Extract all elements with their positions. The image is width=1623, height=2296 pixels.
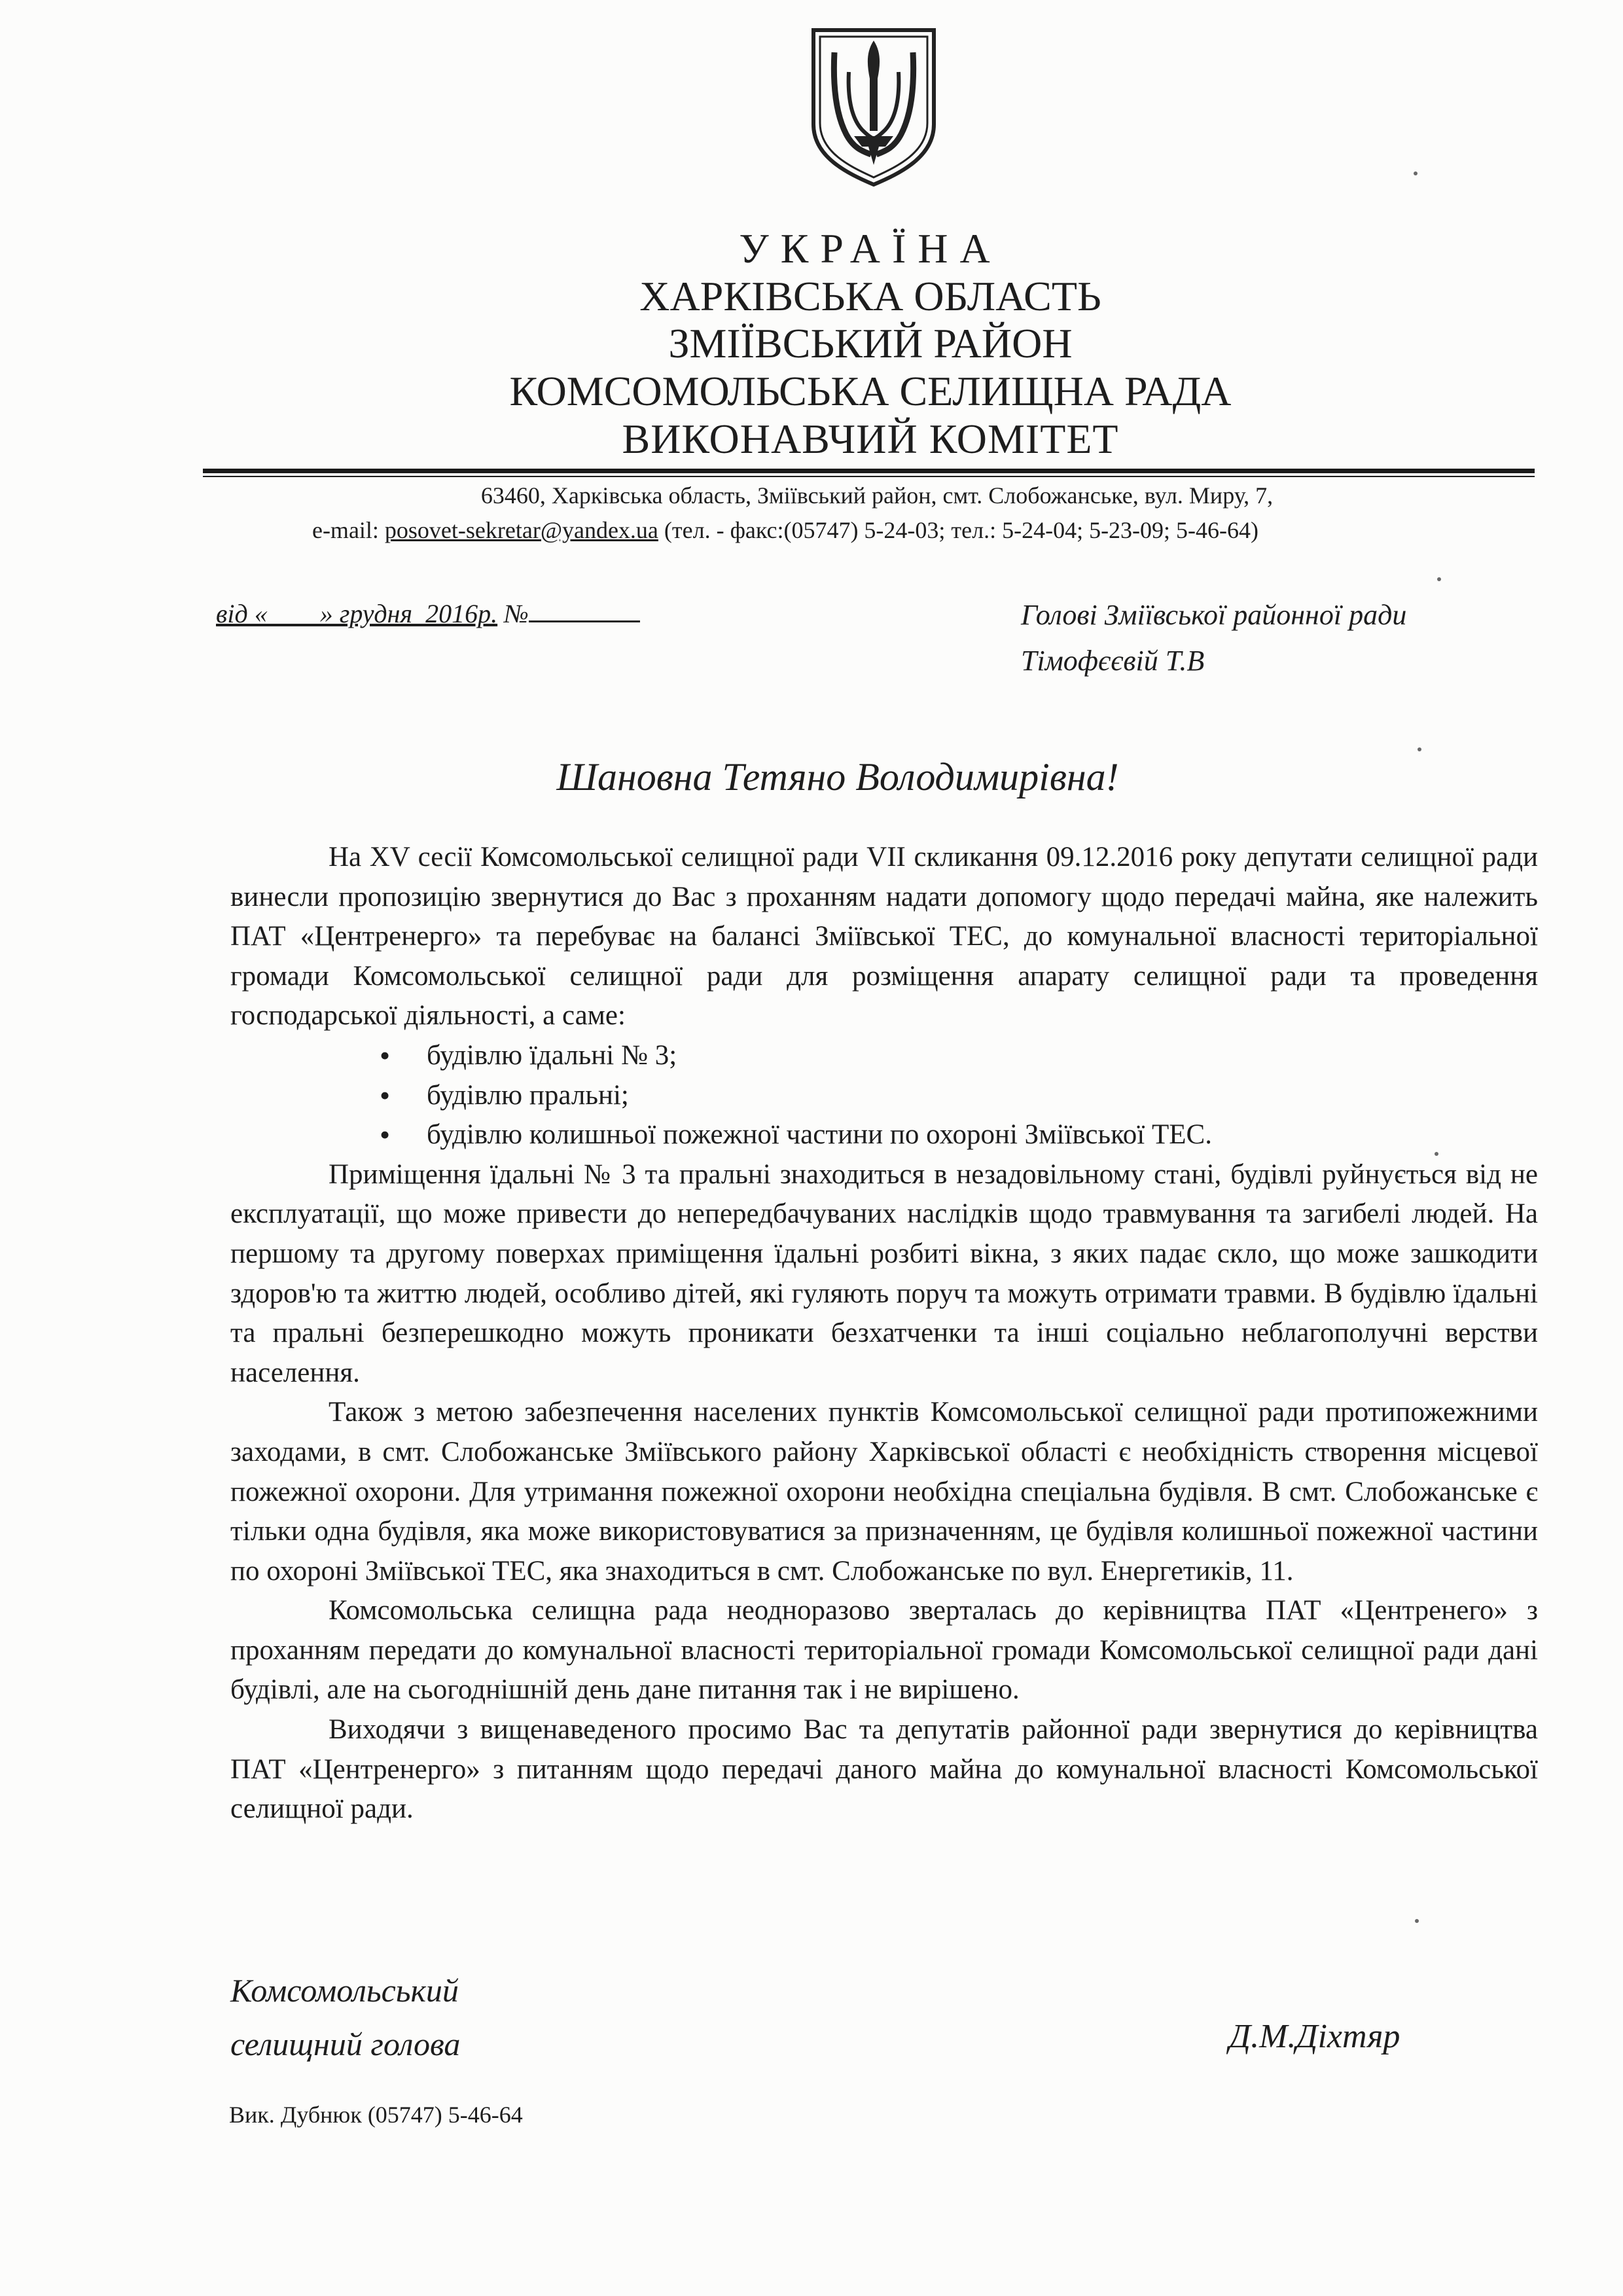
recipient-block — [1021, 592, 1406, 684]
paragraph-3: Також з метою забезпечення населених пунктів Комсомольської селищної ради протипожежними заходами, в смт. Слобожанське Зміївського району Харківської області є необхідність створення місцевої пожежної охорони. Для утримання пожежної охорони необхідна спеціальна будівля. В смт. Слобожанське є тільки одна будівля, яка може використовуватися за призначенням, це будівля колишньої пожежної частини по охороні Зміївської ТЕС, яка знаходиться в смт. Слобожанське по вул. Енергетиків, 11. — [230, 1397, 1538, 1587]
header-contacts — [111, 514, 1459, 546]
scan-speck — [1437, 577, 1441, 581]
header-council: КОМСОМОЛЬСЬКА СЕЛИЩНА РАДА — [509, 368, 1232, 414]
signatory-title-line-1: Комсомольський — [230, 1972, 459, 2009]
property-list — [230, 1036, 1538, 1155]
outgoing-date-line — [216, 596, 640, 629]
signatory-title-line-2: селищний голова — [230, 2026, 461, 2062]
email-label: e-mail: — [312, 517, 379, 543]
number-label: № — [504, 599, 529, 628]
executor-note: Вик. Дубнюк (05747) 5-46-64 — [229, 2102, 523, 2128]
salutation: Шановна Тетяно Володимирівна! — [556, 755, 1119, 798]
scan-speck — [1435, 1152, 1438, 1156]
letter-body — [230, 838, 1538, 1829]
recipient-position: Голові Зміївської районної ради — [1021, 599, 1407, 631]
number-blank — [529, 596, 640, 622]
signatory-title — [230, 1964, 460, 2071]
header-divider — [203, 469, 1535, 473]
paragraph-5: Виходячи з вищенаведеного просимо Вас та депутатів районної ради звернутися до керівництва ПАТ «Центренерго» з питанням щодо передачі даного майна до комунальної власності Комсомольської селищної ради. — [230, 1714, 1538, 1825]
email-link[interactable]: posovet-sekretar@yandex.ua — [384, 517, 658, 543]
header-committee: ВИКОНАВЧИЙ КОМІТЕТ — [622, 416, 1119, 462]
scan-speck — [1414, 171, 1418, 175]
scan-speck — [1415, 1919, 1419, 1923]
header-country: УКРАЇНА — [739, 225, 1002, 272]
list-item: • будівлю колишньої пожежної частини по охороні Зміївської ТЕС. — [230, 1115, 1538, 1155]
paragraph-4: Комсомольська селищна рада неодноразово зверталась до керівництва ПАТ «Центренего» з проханням передати до комунальної власності територіальної громади Комсомольської селищної ради дані будівлі, але на сьогоднішній день дане питання так і не вирішено. — [230, 1595, 1538, 1706]
list-item: • будівлю їдальні № 3; — [230, 1036, 1538, 1076]
signatory-name: Д.М.Діхтяр — [1229, 2018, 1400, 2055]
header-rayon: ЗМІЇВСЬКИЙ РАЙОН — [668, 320, 1073, 367]
scan-speck — [1418, 747, 1421, 751]
list-item: • будівлю пральні; — [230, 1076, 1538, 1116]
header-oblast: ХАРКІВСЬКА ОБЛАСТЬ — [639, 273, 1101, 319]
recipient-name: Тімофєєвій Т.В — [1021, 645, 1205, 677]
header-divider-thin — [203, 476, 1535, 477]
outgoing-date: від « » грудня 2016р. — [216, 599, 498, 628]
phone-numbers: (тел. - факс:(05747) 5-24-03; тел.: 5-24-04; 5-23-09; 5-46-64) — [664, 517, 1259, 543]
header-address: 63460, Харківська область, Зміївський район, смт. Слобожанське, вул. Миру, 7, — [480, 482, 1274, 509]
paragraph-1: На XV сесії Комсомольської селищної ради VII скликання 09.12.2016 року депутати селищної ради винесли пропозицію звернутися до Вас з проханням надати допомогу щодо передачі майна, яке належить ПАТ «Центренерго» та перебуває на балансі Зміївської ТЕС, до комунальної власності територіальної громади Комсомольської селищної ради для розміщення апарату селищної ради та проведення господарської діяльності, а саме: — [230, 842, 1538, 1031]
coat-of-arms-icon — [808, 26, 939, 187]
paragraph-2: Приміщення їдальні № 3 та пральні знаходиться в незадовільному стані, будівлі руйнується від не експлуатації, що може привести до непередбачуваних наслідків щодо травмування та загибелі людей. На першому та другому поверхах приміщення їдальні розбиті вікна, з яких падає скло, що може зашкодити здоров'ю та життю людей, особливо дітей, які гуляють поруч та можуть отримати травми. В будівлю їдальні та пральні безперешкодно можуть проникати безхатченки та інші соціально неблагополучні верстви населення. — [230, 1158, 1538, 1388]
